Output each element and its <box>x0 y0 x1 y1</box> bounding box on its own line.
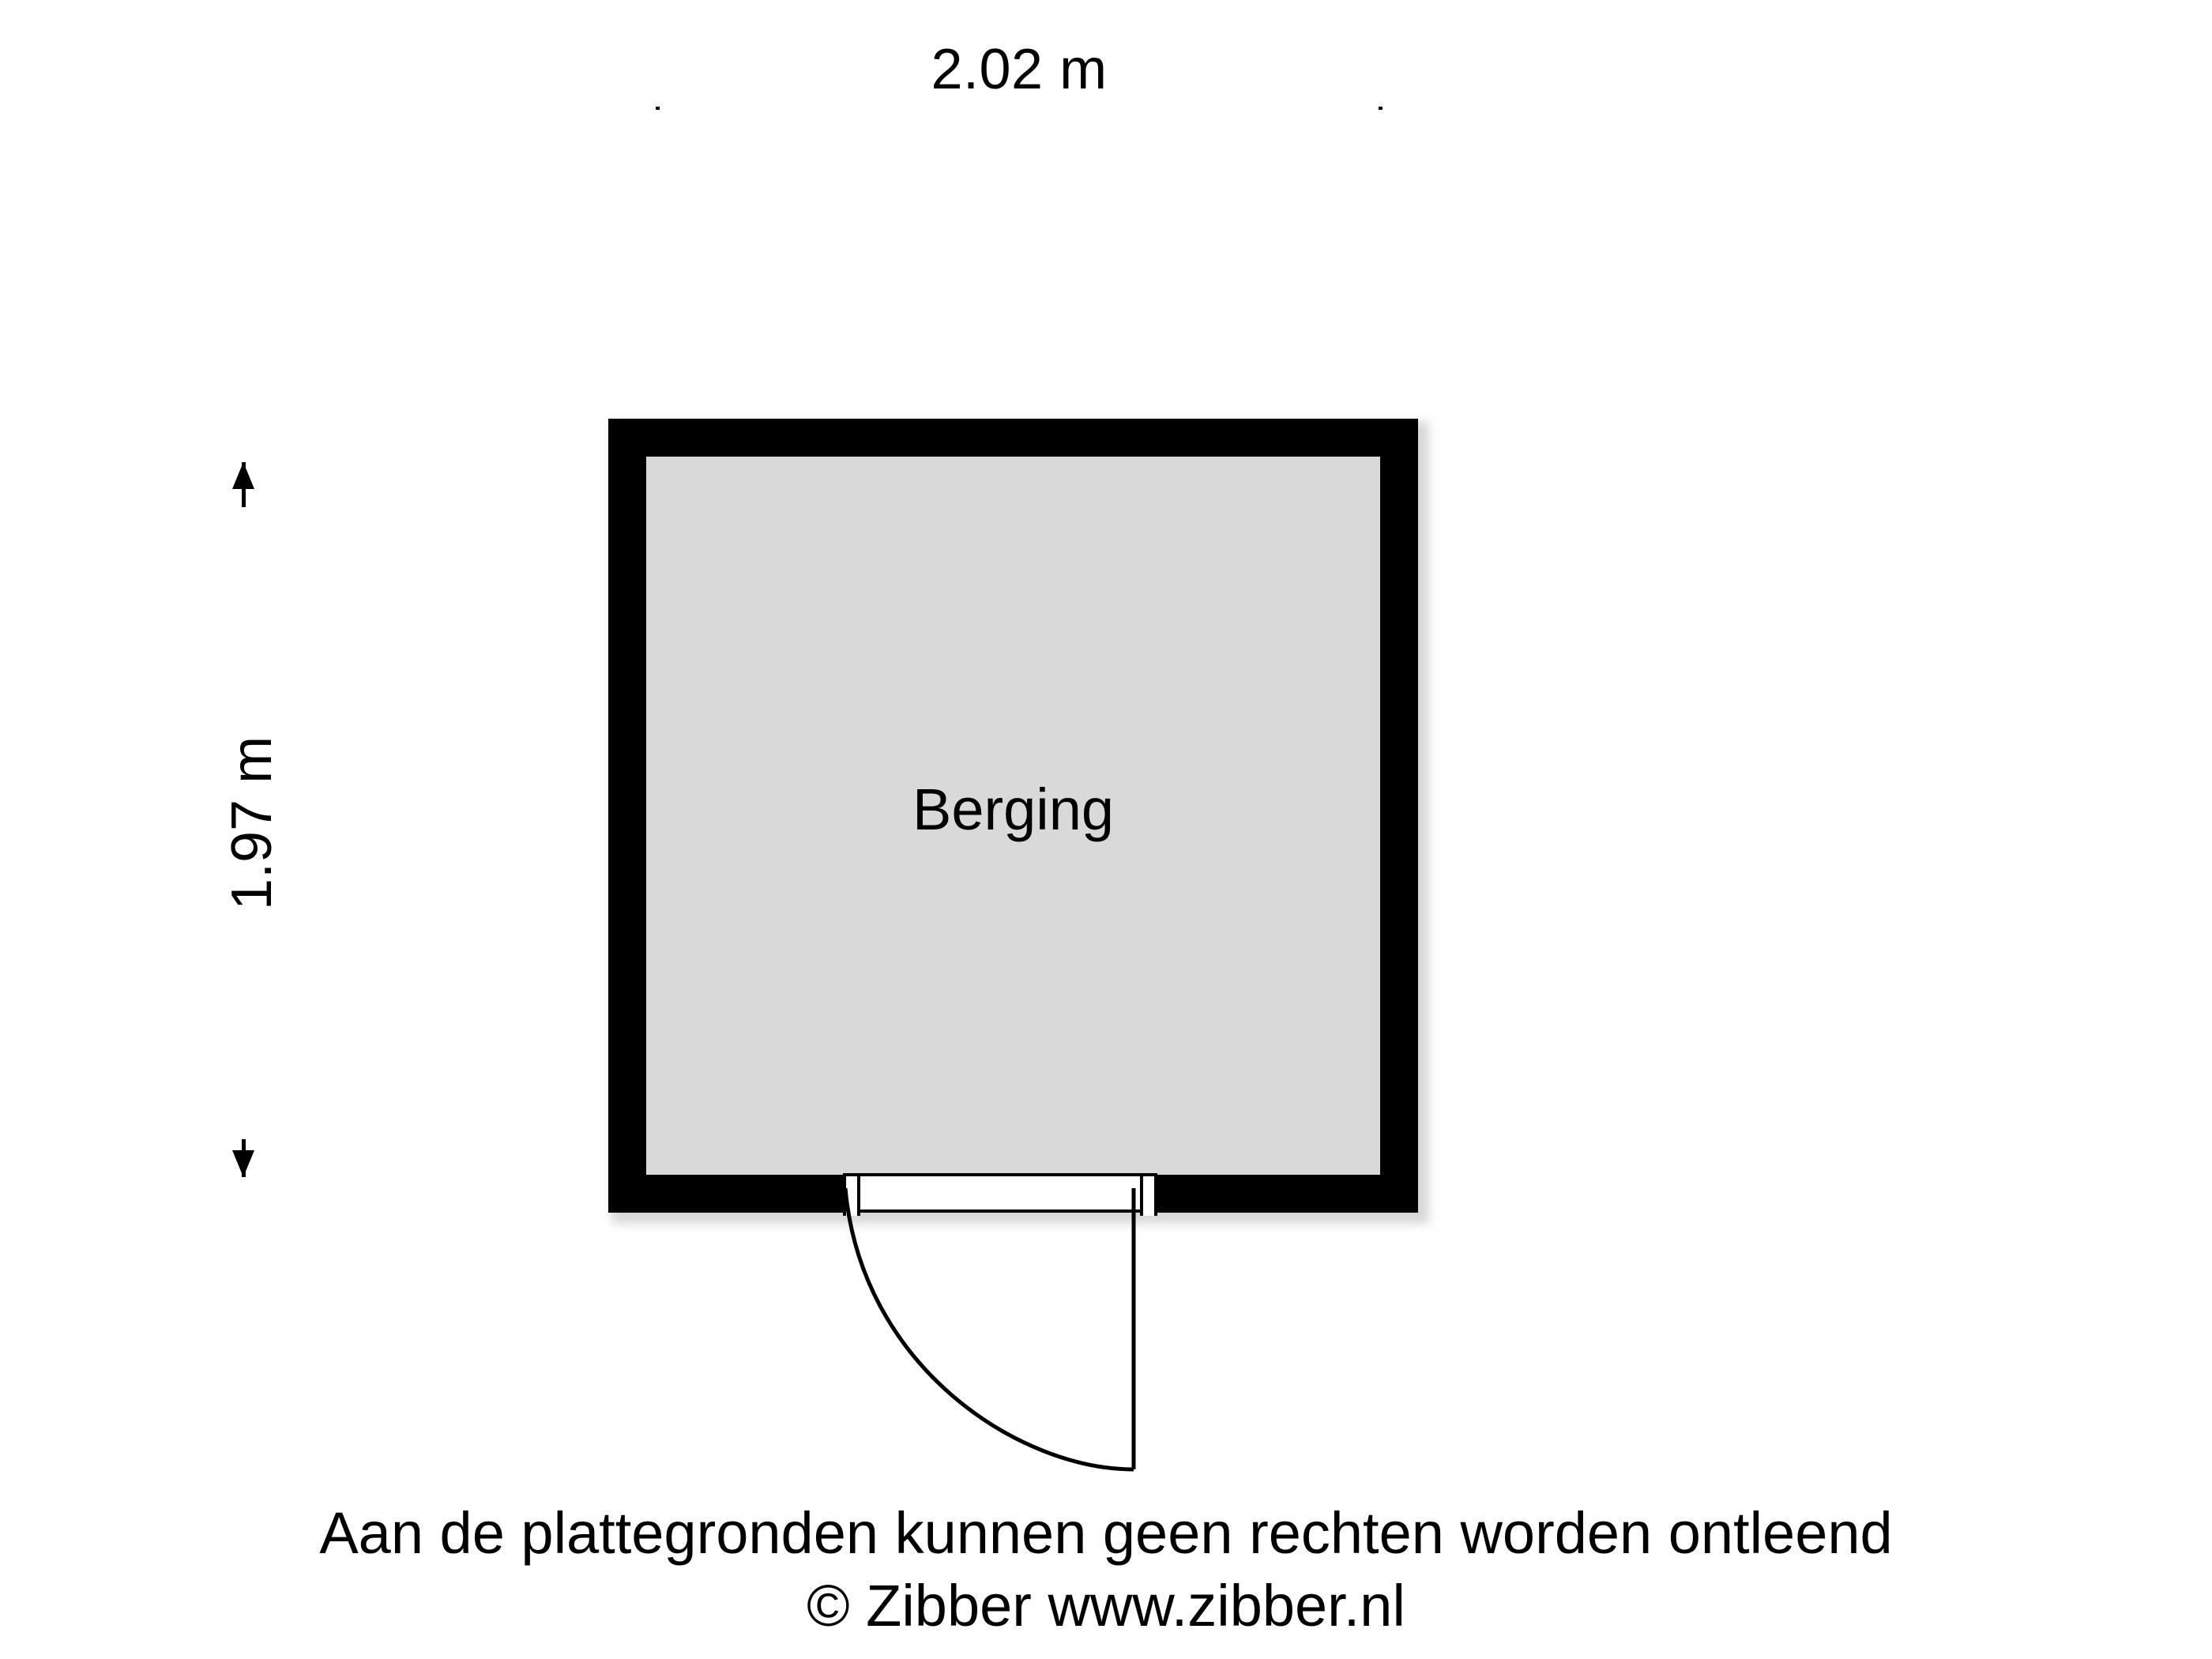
arrow-down-icon <box>232 1150 254 1177</box>
arrow-up-icon <box>232 462 254 489</box>
footer <box>0 1497 2212 1642</box>
room-walls <box>608 419 1418 1213</box>
height-dimension <box>198 462 308 1177</box>
room-name-label: Berging <box>912 777 1115 842</box>
width-dimension-label: 2.02 m <box>656 36 1382 107</box>
footer-copyright: © Zibber www.zibber.nl <box>807 1573 1405 1638</box>
width-dimension <box>656 36 1382 122</box>
height-dimension-label: 1.97 m <box>208 507 298 1139</box>
room-plan <box>608 419 1430 1224</box>
footer-disclaimer: Aan de plattegronden kunnen geen rechten worden ontleend <box>319 1500 1893 1566</box>
door-swing-icon <box>837 1185 1169 1485</box>
